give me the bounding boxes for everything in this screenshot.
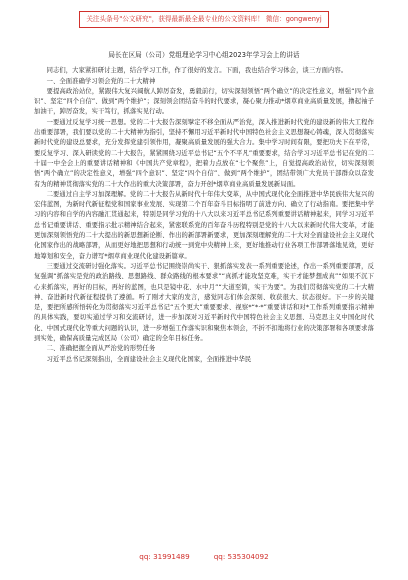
top-banner [0, 0, 408, 38]
banner-notice: 关注头条号"公文研究"，获得最新最全最专业的公文资料库！ 微信：gongwenyj [79, 11, 328, 28]
footer-qq-1: qq: 31991489 [139, 552, 190, 561]
footer-contacts [0, 548, 408, 566]
section-heading-1: 一、全面准确学习领会党的二十大精神 [46, 77, 156, 85]
paragraph-4: 三要通过交流研讨强化落实。习近平总书记围绕崇尚实干、狠抓落实发表一系列重要论述，作出一系列重要部署，反复强调“抓落实是党的政治路线、思想路线、群众路线的根本要求”“真抓才能攻坚克难，实干才能梦想成真”“如果不沉下心来抓落实，再好的目标，再好的蓝图，也只是镜中花、水中月”“大道至简，实干为要”。为我们贯彻落实党的二十大精神、奋进新时代新征程提供了遵循。听了刚才大家的发言，感觉同志们体会深刻、收获很大、状态很好。下一步的关键是，要把所感所悟转化为贯彻落实习近平总书记“五个更大”重要要求、视察*“*·*”重要讲话和对*工作系列重要指示精神的具体实践，要切实通过学习和交流研讨，进一步加深对习近平新时代中国特色社会主义思想、马克思主义中国化时代化、中国式现代化等重大问题的认识，进一步增强工作落实识和聚焦本领会，不折不扣地将行业的决策部署和各项要求落到实处，确保高质量完成区局（公司）确定的全年目标任务。 [34, 262, 374, 343]
paragraph-3: 二要通过自主学习加深理解。党的二十大报告从新时代十年伟大变革，从中国式现代化全面推进中华民族伟大复兴的宏伟蓝图，为新时代新征程党和国家事业发展、实现第二个百年奋斗目标指明了前进方向、确立了行动指南。要把集中学习的内容和自学的内容融汇贯通起来，特别是同学习党的十八大以来习近平总书记系列重要讲话精神起来，同学习习近平总书记重要讲话、重要指示批示精神结合起来，紧密联系党的百年奋斗历程特别是党的十八大以来新时代伟大变革，才能更加深刻领悟党的二十大提出的新思想新论断、作出的新部署新要求，更加深刻理解党的二十大对全面建设社会主义现代化国家作出的战略部署，从而更好地把思想和行动统一到党中央精神上来，更好地推动行业各项工作部署落地见效，更好地筹划和安全，奋力谱写*烟草商业现代化建设新篇章。 [34, 190, 374, 260]
document-body [34, 50, 374, 365]
footer-qq-2: qq: 535304092 [213, 552, 269, 561]
paragraph-2: 一要通过反复学习统一思想。党的二十大报告深刻擘定不移全面从严治党，深入推进新时代党的建设新的伟大工程作出重要部署，我们要以党的二十大精神为指引，坚持不懈用习近平新时代中国特色社会主义思想凝心铸魂，深入贯彻落实新时代党的建设总要求，充分发挥党建引领作用，凝聚高质量发展的强大合力。集中学习时间有限，要把功夫下在平常，要反复学习、深入研读党的二十大报告，紧紧围绕习近平总书记“五个不平凡”重要要求，结合学习习近平总书记在党的二十届一中全会上的重要讲话精神和《中国共产党章程》，把着力点放在“七个聚焦”上，自觉提高政治站位，切实深刻领悟“两个确立”的决定性意义，增强“四个意识”、坚定“四个自信”、做到“两个维护”，团结带领广大党员干部群众以奋发有为的精神贯彻落实党的二十大作出的重大决策部署，奋力开创*烟草商业高质量发展新局面。 [34, 118, 374, 188]
document-title: 局长在区局（公司）党组理论学习中心组2023年学习会上的讲话 [108, 51, 300, 59]
paragraph-5: 习近平总书记深刻指出，全面建设社会主义现代化国家，全面推进中华民 [46, 355, 252, 363]
section-heading-2: 二、准确把握全面从严治党的形势任务 [46, 345, 156, 353]
paragraph-1: 要提高政治站位，紧跟伟大复兴阔航人踔厉奋发，勇毅前行，切实深刻领悟“两个确立”的决定性意义，增强“四个意识”、坚定“四个自信”、做到“两个维护”；深刻领会团结奋斗的时代要求，凝心聚力推动*烟草商业高质量发展，撸起袖子加油干，踔厉奋发，实干笃行，抓落实见行动。 [34, 87, 374, 116]
paragraph-opening: 同志们，大家紧扣研讨主题，结合学习工作，作了很好的发言。下面，我也结合学习体会，谈三方面内容。 [46, 67, 348, 75]
